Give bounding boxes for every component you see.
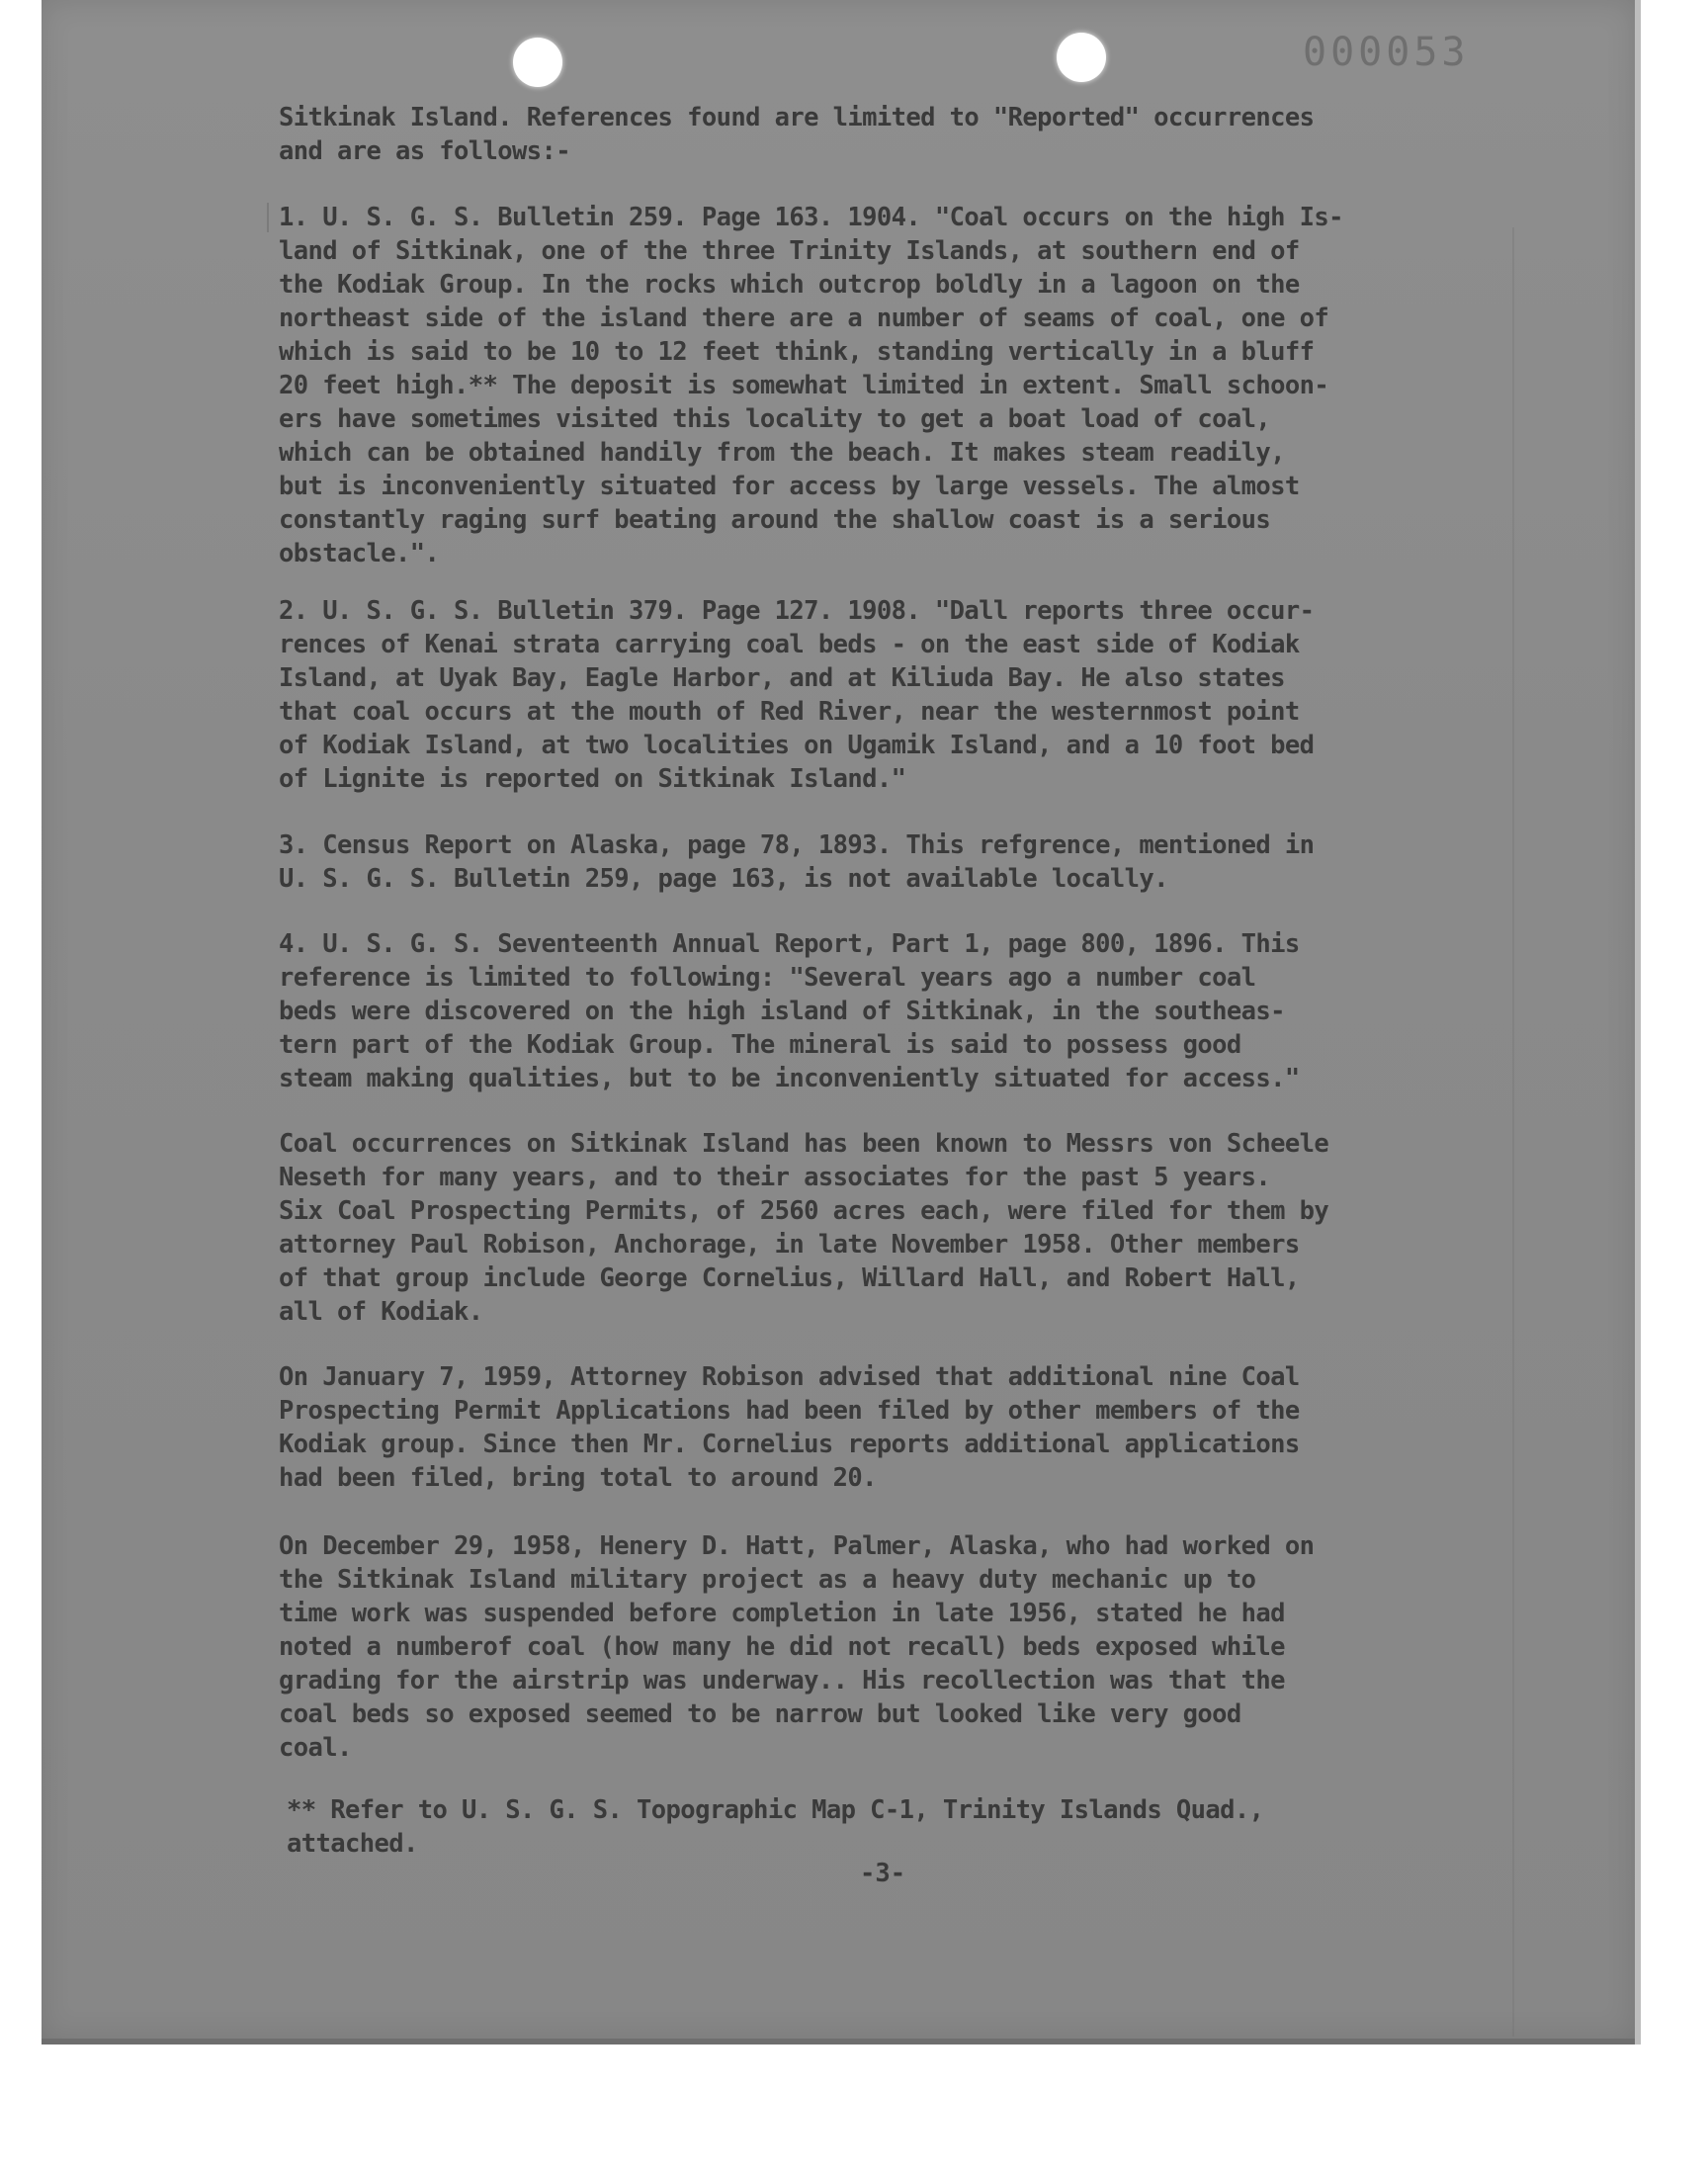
page-number: -3- [860, 1859, 906, 1888]
paragraph-4: 4. U. S. G. S. Seventeenth Annual Report, Part 1, page 800, 1896. This reference is limited to following: "Several years ago a number coal beds were discovered on the high island of Sitkinak, in the southeas- tern part of the Kodiak Group. The mineral is said to possess good steam making qualities, but to be inconveniently situated for access." [279, 929, 1300, 1093]
footnote: ** Refer to U. S. G. S. Topographic Map C-1, Trinity Islands Quad., attached. [287, 1795, 1264, 1859]
paragraph-1: 1. U. S. G. S. Bulletin 259. Page 163. 1904. "Coal occurs on the high Is- land of Sitkinak, one of the three Trinity Islands, at southern end of the Kodiak Group. In the rocks which outcrop boldly in a lagoon on the northeast side of the island there are a number of seams of coal, one of which is said to be 10 to 12 feet think, standing vertically in a bluff 20 feet high.** The deposit is somewhat limited in extent. Small schoon- ers have sometimes visited this locality to get a boat load of coal, which can be obtained handily from the beach. It makes steam readily, but is inconveniently situated for access by large vessels. The almost constantly raging surf beating around the shallow coast is a serious obstacle.". [279, 203, 1343, 568]
paragraph-6: On January 7, 1959, Attorney Robison advised that additional nine Coal Prospecting Permit Applications had been filed by other members of the Kodiak group. Since then Mr. Cornelius reports additional applications had been filed, bring total to around 20. [279, 1362, 1300, 1493]
page-right-edge [1635, 0, 1641, 2044]
page-bottom-edge [42, 2039, 1635, 2044]
margin-mark-right [1512, 227, 1514, 2037]
paragraph-2: 2. U. S. G. S. Bulletin 379. Page 127. 1908. "Dall reports three occur- rences of Kenai strata carrying coal beds - on the east side of Kodiak Island, at Uyak Bay, Eagle Harbor, and at Kiliuda Bay. He also states that coal occurs at the mouth of Red River, near the westernmost point of Kodiak Island, at two localities on Ugamik Island, and a 10 foot bed of Lignite is reported on Sitkinak Island." [279, 596, 1315, 794]
paragraph-5: Coal occurrences on Sitkinak Island has been known to Messrs von Scheele Neseth for many years, and to their associates for the past 5 years. Six Coal Prospecting Permits, of 2560 acres each, were filed for them by attorney Paul Robison, Anchorage, in late November 1958. Other members of that group include George Cornelius, Willard Hall, and Robert Hall, all of Kodiak. [279, 1129, 1329, 1327]
margin-mark-left [267, 203, 269, 232]
document-stamp-number: 000053 [1303, 30, 1470, 75]
punch-hole-left [513, 38, 562, 87]
punch-hole-right [1057, 33, 1106, 82]
intro-paragraph: Sitkinak Island. References found are limited to "Reported" occurrences and are as follows:- [279, 103, 1315, 166]
paragraph-3: 3. Census Report on Alaska, page 78, 1893. This refgrence, mentioned in U. S. G. S. Bulletin 259, page 163, is not available locally. [279, 830, 1315, 894]
paragraph-7: On December 29, 1958, Henery D. Hatt, Palmer, Alaska, who had worked on the Sitkinak Island military project as a heavy duty mechanic up to time work was suspended before completion in late 1956, stated he had noted a numberof coal (how many he did not recall) beds exposed while grading for the airstrip was underway.. His recollection was that the coal beds so exposed seemed to be narrow but looked like very good coal. [279, 1531, 1315, 1763]
